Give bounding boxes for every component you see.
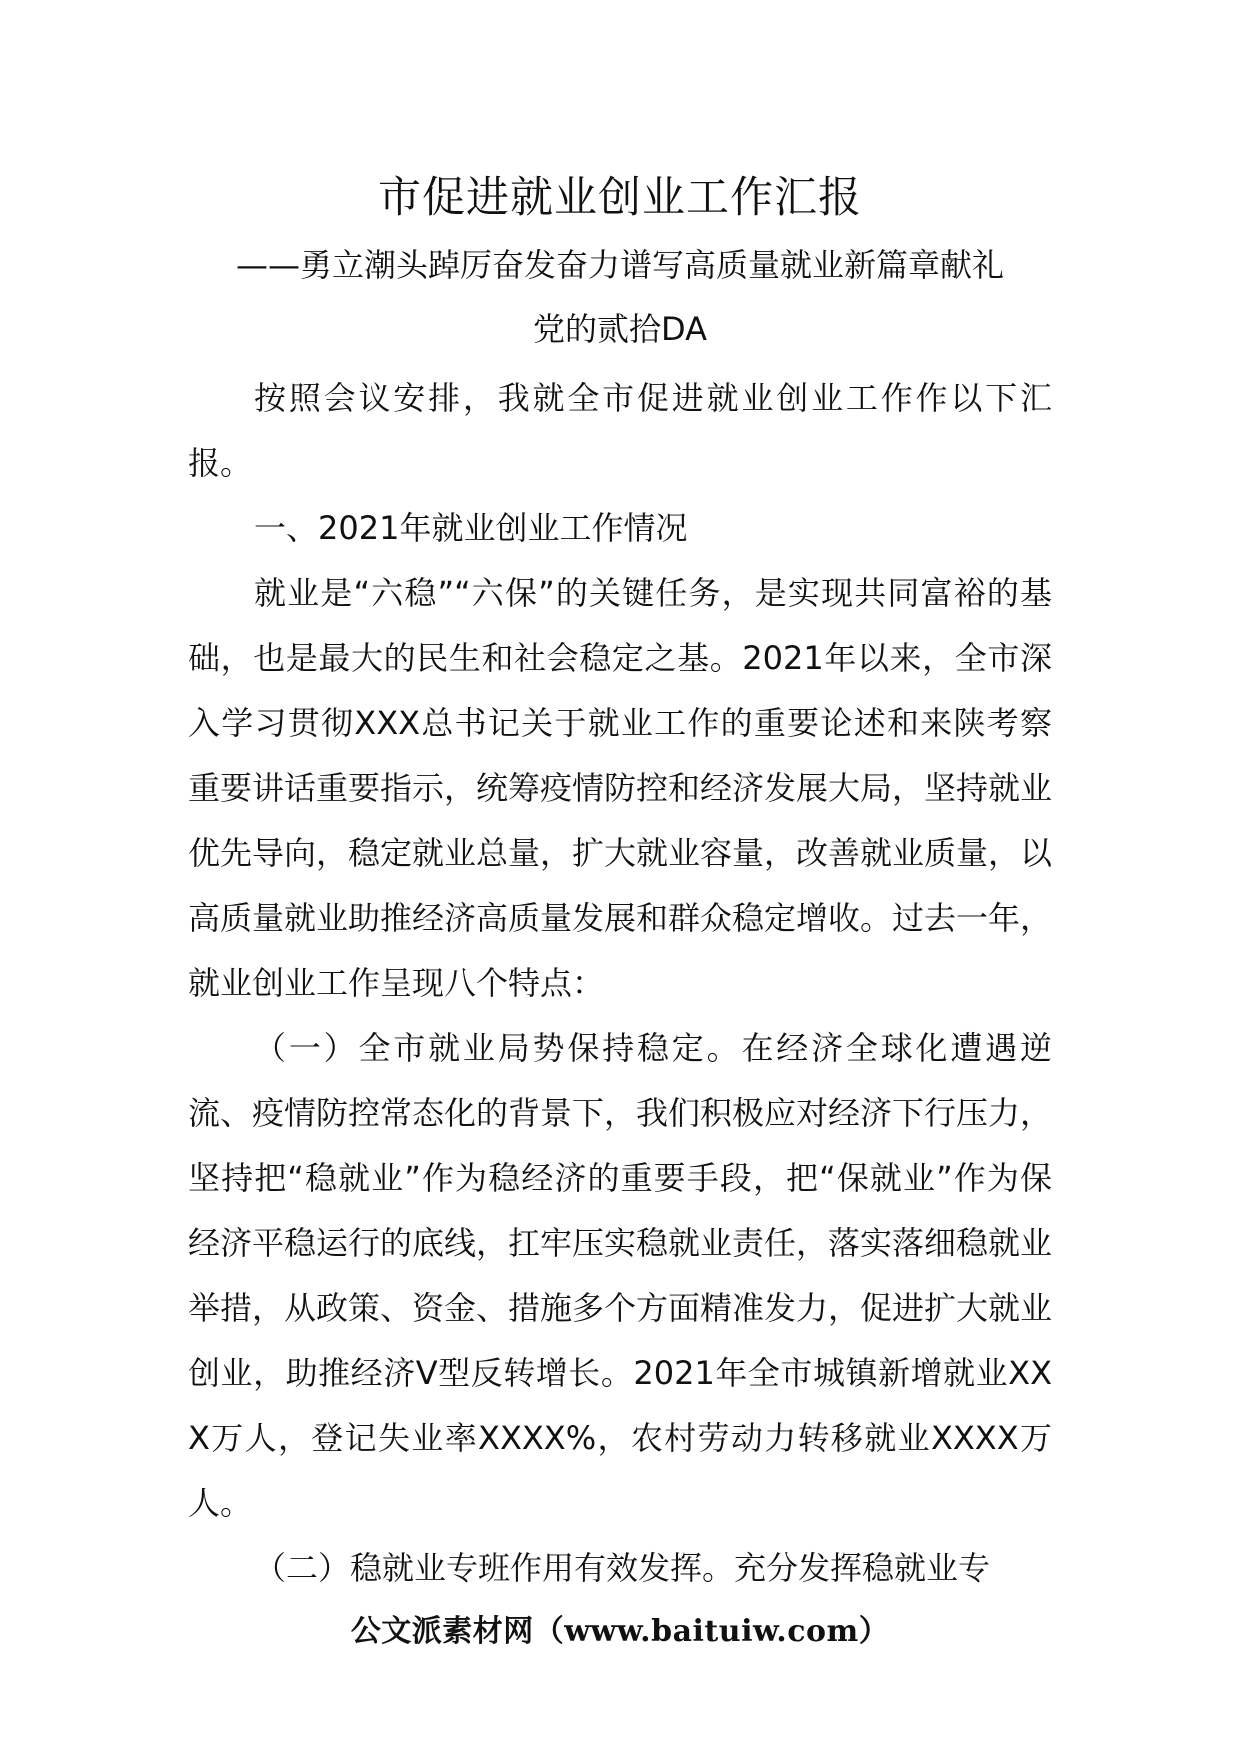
section-heading-1: 一、2021年就业创业工作情况 bbox=[254, 509, 688, 547]
paragraph-overview: 就业是“六稳”“六保”的关键任务，是实现共同富裕的基础，也是最大的民生和社会稳定之基。2021年以来，全市深入学习贯彻XXX总书记关于就业工作的重要论述和来陕考察重要讲话重要指示，统筹疫情防控和经济发展大局，坚持就业优先导向，稳定就业总量，扩大就业容量，改善就业质量，以高质量就业助推经济高质量发展和群众稳定增收。过去一年，就业创业工作呈现八个特点： bbox=[188, 574, 1053, 1002]
footer-watermark: 公文派素材网（www.baituiw.com） bbox=[350, 1614, 890, 1649]
document-subtitle-line-1: ——勇立潮头踔厉奋发奋力谱写高质量就业新篇章献礼 bbox=[235, 246, 1004, 284]
paragraph-item-1: （一）全市就业局势保持稳定。在经济全球化遭遇逆流、疫情防控常态化的背景下，我们积极应对经济下行压力，坚持把“稳就业”作为稳经济的重要手段，把“保就业”作为保经济平稳运行的底线，扛牢压实稳就业责任，落实落细稳就业举措，从政策、资金、措施多个方面精准发力，促进扩大就业创业，助推经济V型反转增长。2021年全市城镇新增就业XXX万人，登记失业率XXXX%，农村劳动力转移就业XXXX万人。 bbox=[188, 1029, 1053, 1522]
paragraph-item-2: （二）稳就业专班作用有效发挥。充分发挥稳就业专 bbox=[254, 1549, 991, 1587]
paragraph-intro: 按照会议安排，我就全市促进就业创业工作作以下汇报。 bbox=[188, 379, 1052, 482]
document-title: 市促进就业创业工作汇报 bbox=[378, 173, 862, 223]
document-body bbox=[188, 366, 1052, 1601]
document-subtitle-line-2: 党的贰拾DA bbox=[533, 310, 707, 348]
